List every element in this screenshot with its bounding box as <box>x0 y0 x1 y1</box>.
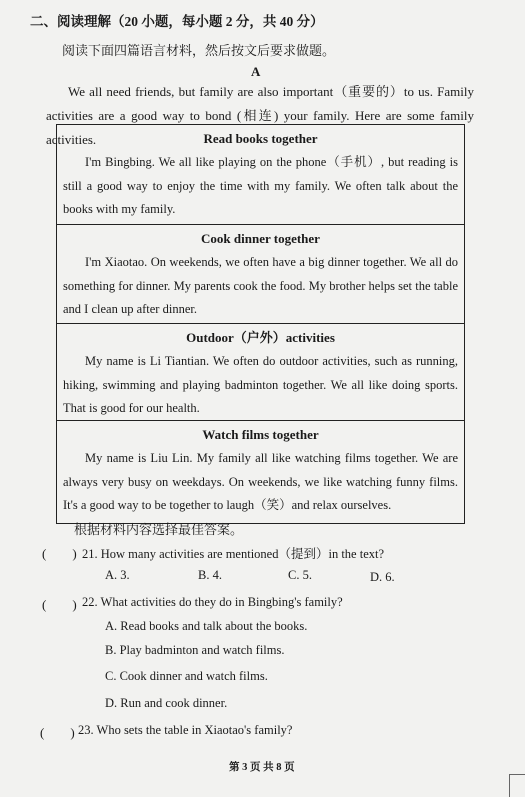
option-d[interactable]: D. Run and cook dinner. <box>105 696 228 710</box>
choose-instruction: 根据材料内容选择最佳答案。 <box>74 522 244 537</box>
activity-boxes <box>56 124 465 524</box>
box-title: Outdoor（户外）activities <box>186 330 335 345</box>
option-a[interactable]: A. Read books and talk about the books. <box>105 619 308 633</box>
answer-blank[interactable]: ( ) <box>42 546 77 561</box>
passage-intro: We all need friends, but family are also important（重要的）to us. Family activities are a good way to bond (相连) your family. Here are some family activities. <box>46 84 474 147</box>
answer-blank[interactable]: ( ) <box>42 597 77 612</box>
option-b[interactable]: B. 4. <box>198 568 222 582</box>
corner-mark <box>509 774 525 797</box>
box-text: My name is Li Tiantian. We often do outdoor activities, such as running, hiking, swimming and playing badminton together. We all like doing sports. That is good for our health. <box>63 354 458 415</box>
activity-box-read-books <box>57 125 464 225</box>
box-title: Watch films together <box>202 427 319 442</box>
page-number: 第 3 页 共 8 页 <box>229 762 295 773</box>
box-title: Cook dinner together <box>201 231 320 246</box>
answer-blank[interactable]: ( ) <box>40 725 75 740</box>
activity-box-cook-dinner <box>57 225 464 324</box>
question-text: 21. How many activities are mentioned（提到）in the text? <box>82 547 385 561</box>
reading-instruction: 阅读下面四篇语言材料，然后按文后要求做题。 <box>62 43 336 58</box>
option-c[interactable]: C. Cook dinner and watch films. <box>105 669 268 683</box>
option-b[interactable]: B. Play badminton and watch films. <box>105 643 285 657</box>
section-title: 二、阅读理解（20 小题，每小题 2 分，共 40 分） <box>30 14 324 29</box>
option-d[interactable]: D. 6. <box>370 570 395 584</box>
passage-label: A <box>251 64 261 79</box>
box-text: I'm Xiaotao. On weekends, we often have a big dinner together. We all do something for dinner. My parents cook the food. My brother helps set the table and I clean up after dinner. <box>63 255 458 316</box>
box-text: I'm Bingbing. We all like playing on the phone（手机）, but reading is still a good way to enjoy the time with my family. We often talk about the books with my family. <box>63 155 458 216</box>
question-text: 23. Who sets the table in Xiaotao's family? <box>78 723 293 737</box>
activity-box-outdoor <box>57 324 464 421</box>
option-c[interactable]: C. 5. <box>288 568 312 582</box>
box-title: Read books together <box>203 131 318 146</box>
activity-box-watch-films <box>57 421 464 523</box>
box-text: My name is Liu Lin. My family all like watching films together. We are always very busy on weekdays. On weekends, we like watching funny films. It's a good way to be together to laugh（笑）and relax ourselves. <box>63 451 458 512</box>
question-text: 22. What activities do they do in Bingbing's family? <box>82 595 343 609</box>
option-a[interactable]: A. 3. <box>105 568 130 582</box>
